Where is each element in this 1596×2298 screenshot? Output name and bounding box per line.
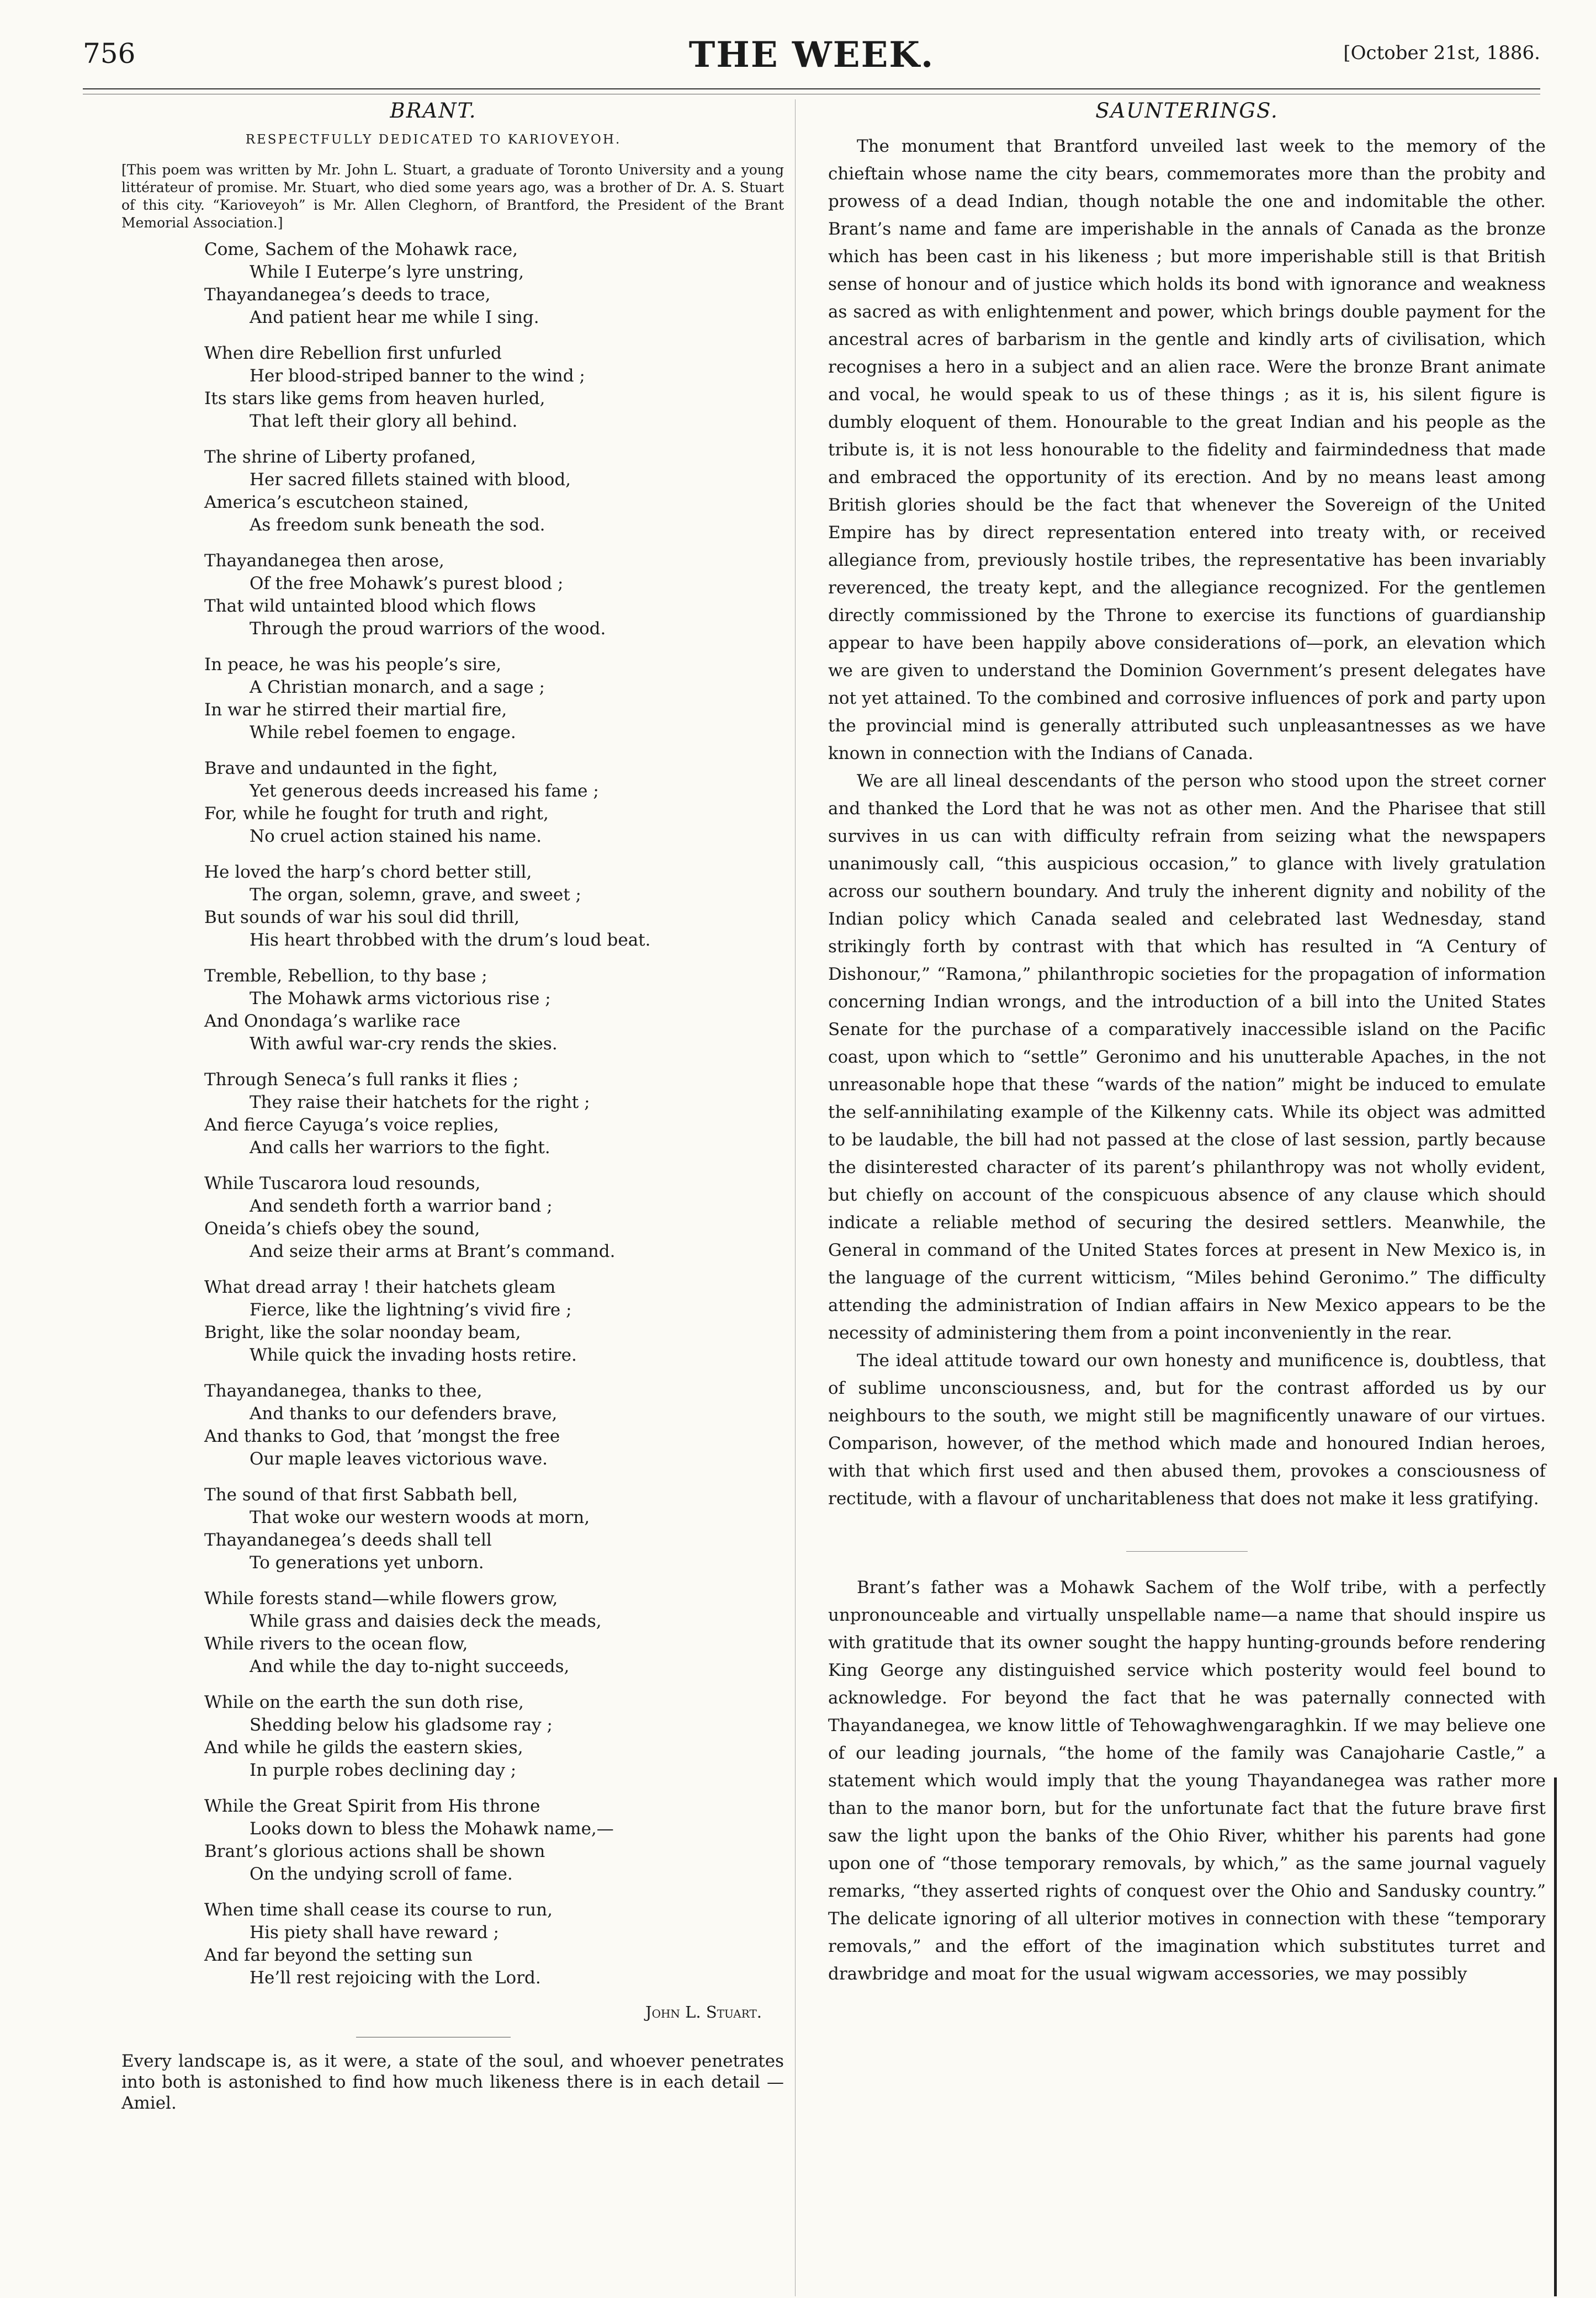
article-title: SAUNTERINGS. — [1095, 99, 1279, 123]
poem-line: The Mohawk arms victorious rise ; — [250, 989, 551, 1009]
poem-line: When time shall cease its course to run, — [204, 1900, 553, 1920]
poem-stanza — [204, 1899, 784, 1989]
poem-line: Through the proud warriors of the wood. — [250, 619, 606, 639]
poem-stanza — [204, 965, 784, 1055]
poem-stanza — [204, 1795, 784, 1886]
poem-stanza — [204, 342, 784, 433]
poem-line: Thayandanegea then arose, — [204, 551, 444, 571]
poem-line: And thanks to God, that ’mongst the free — [204, 1426, 560, 1446]
poem-line: His heart throbbed with the drum’s loud beat. — [250, 930, 651, 950]
issue-date: [October 21st, 1886. — [1343, 42, 1540, 64]
poem-line: While I Euterpe’s lyre unstring, — [250, 262, 524, 282]
poem-line: Brant’s glorious actions shall be shown — [204, 1841, 545, 1861]
poem-stanza — [204, 1588, 784, 1678]
poem-line: Its stars like gems from heaven hurled, — [204, 389, 545, 408]
poem-line: And while the day to-night succeeds, — [250, 1657, 570, 1676]
left-column — [83, 97, 784, 2114]
poem-line: Shedding below his gladsome ray ; — [250, 1715, 553, 1735]
poem-line: Of the free Mohawk’s purest blood ; — [250, 574, 564, 593]
column-divider — [795, 99, 796, 2296]
poem-line: Through Seneca’s full ranks it flies ; — [204, 1070, 519, 1090]
poem-line: A Christian monarch, and a sage ; — [250, 677, 545, 697]
poem-stanza — [204, 1380, 784, 1471]
poem-line: While the Great Spirit from His throne — [204, 1796, 540, 1816]
poem-stanza — [204, 1276, 784, 1367]
poem-line: While Tuscarora loud resounds, — [204, 1174, 481, 1193]
poem-stanza — [204, 654, 784, 744]
article-paragraph: The ideal attitude toward our own honesty and munificence is, doubtless, that of sublime unconsciousness, and, but for the contrast afforded us by our neighbours to the south, we might still be magnificently unaware of our virtues. Comparison, however, of the method which made and honoured Indian heroes, with that which first used and then abused them, provokes a consciousness of rectitude, with a flavour of uncharitableness that does not make it less gratifying. — [828, 1351, 1546, 1509]
poem-line: And far beyond the setting sun — [204, 1945, 473, 1965]
poem-stanza — [204, 446, 784, 537]
article-paragraph: We are all lineal descendants of the person who stood upon the street corner and thanked the Lord that he was not as other men. And the Pharisee that still survives in us can with difficulty refrain from seizing what the newspapers unanimously call, “this auspicious occasion,” to glance with lively gratulation across our southern boundary. And truly the inherent dignity and nobility of the Indian policy which Canada sealed and celebrated last Wednesday, stand strikingly forth by contrast with that which has resulted in “A Century of Dishonour,” “Ramona,” philanthropic societies for the propagation of information concerning Indian wrongs, and the introduction of a bill into the United States Senate for the purchase of a comparatively inaccessible island on the Pacific coast, upon which to “settle” Geronimo and his unutterable Apaches, in the not unreasonable hope that these “wards of the nation” might be induced to emulate the self-annihilating example of the Kilkenny cats. While its object was admitted to be laudable, the bill had not passed at the close of last session, partly because the disinterested character of its parent’s philanthropy was not wholly evident, but chiefly on account of the conspicuous absence of any clause which should indicate a reliable method of securing the desired settlers. Meanwhile, the General in command of the United States forces at present in New Mexico is, in the language of the current witticism, “Miles behind Geronimo.” The difficulty attending the administration of Indian affairs in New Mexico appears to be the necessity of administering them from a point inconveniently in the rear. — [828, 771, 1546, 1343]
editor-note: [This poem was written by Mr. John L. Stuart, a graduate of Toronto University and a young littérateur of promise. Mr. Stuart, who died some years ago, was a brother of Dr. A. S. Stuart of this city. “Karioveyoh” is Mr. Allen Cleghorn, of Brantford, the President of the Brant Memorial Association.] — [121, 162, 784, 231]
poem-line: In peace, he was his people’s sire, — [204, 655, 502, 675]
poem-line: And while he gilds the eastern skies, — [204, 1738, 523, 1758]
poem-stanza — [204, 861, 784, 952]
poem-line: As freedom sunk beneath the sod. — [250, 515, 545, 535]
poem-signature: John L. Stuart. — [645, 2003, 762, 2021]
poem-line: He loved the harp’s chord better still, — [204, 862, 532, 882]
poem-line: And calls her warriors to the fight. — [250, 1138, 550, 1158]
right-column — [828, 97, 1546, 1988]
header-rule — [83, 88, 1540, 89]
poem-line: Thayandanegea’s deeds shall tell — [204, 1530, 492, 1550]
poem-line: And Onondaga’s warlike race — [204, 1011, 460, 1031]
poem-line: While rivers to the ocean flow, — [204, 1634, 468, 1654]
section-break — [1126, 1519, 1248, 1552]
poem-line: Come, Sachem of the Mohawk race, — [204, 240, 518, 259]
page-header — [83, 34, 1540, 84]
poem-line: The sound of that first Sabbath bell, — [204, 1485, 518, 1505]
poem-line: That woke our western woods at morn, — [250, 1508, 590, 1527]
poem-line: But sounds of war his soul did thrill, — [204, 907, 520, 927]
poem-line: They raise their hatchets for the right ; — [250, 1092, 590, 1112]
poem-stanza — [204, 1691, 784, 1782]
margin-rule — [1554, 1777, 1557, 2296]
poem-line: Fierce, like the lightning’s vivid fire ; — [250, 1300, 572, 1320]
poem-line: While on the earth the sun doth rise, — [204, 1692, 524, 1712]
poem-line: And sendeth forth a warrior band ; — [250, 1196, 553, 1216]
poem-line: And seize their arms at Brant’s command. — [250, 1241, 616, 1261]
poem-line: Brave and undaunted in the fight, — [204, 758, 498, 778]
amiel-quote: Every landscape is, as it were, a state of the soul, and whoever penetrates into both is astonished to find how much likeness there is in each detail —Amiel. — [121, 2051, 784, 2113]
poem-stanza — [204, 238, 784, 329]
poem-line: On the undying scroll of fame. — [250, 1864, 513, 1884]
article-paragraph: Brant’s father was a Mohawk Sachem of the Wolf tribe, with a perfectly unpronounceable and virtually unspellable name—a name that should inspire us with gratitude that its owner sought the happy hunting-grounds before rendering King George any distinguished service which posterity would feel bound to acknowledge. For beyond the fact that he was paternally connected with Thayandanegea, we know little of Tehowaghwengaraghkin. If we may believe one of our leading journals, “the home of the family was Canajoharie Castle,” a statement which would imply that the young Thayandanegea was rather more than to the manor born, but for the unfortunate fact that the future brave first saw the light upon the banks of the Ohio River, whither his parents had gone upon one of “those temporary removals, by which,” as the same journal vaguely remarks, “they asserted rights of conquest over the Ohio and Sandusky country.” The delicate ignoring of all ulterior motives in connection with these “temporary removals,” and the effort of the imagination which substitutes turret and drawbridge and moat for the usual wigwam accessories, we may possibly — [828, 1578, 1546, 1984]
poem-line: Yet generous deeds increased his fame ; — [250, 781, 599, 801]
poem-line: While quick the invading hosts retire. — [250, 1345, 577, 1365]
poem-line: In war he stirred their martial fire, — [204, 700, 507, 720]
poem-stanza — [204, 1484, 784, 1574]
poem-line: And fierce Cayuga’s voice replies, — [204, 1115, 499, 1135]
poem-line: And patient hear me while I sing. — [250, 307, 539, 327]
poem-line: With awful war-cry rends the skies. — [250, 1034, 558, 1054]
poem-line: When dire Rebellion first unfurled — [204, 343, 502, 363]
paper-title: THE WEEK. — [688, 34, 935, 76]
poem-line: In purple robes declining day ; — [250, 1760, 517, 1780]
poem-line: Tremble, Rebellion, to thy base ; — [204, 966, 487, 986]
article-paragraph: The monument that Brantford unveiled last week to the memory of the chieftain whose name the city bears, commemorates more than the probity and prowess of a dead Indian, though notable the one and indomitable the other. Brant’s name and fame are imperishable in the annals of Canada as the bronze which has been cast in his likeness ; but more imperishable still is that British sense of honour and of justice which holds its bond with ignorance and weakness as sacred as with enlightenment and power, which brings double payment for the ancestral acres of barbarism in the gentle and kindly arts of civilisation, which recognises a hero in a subject and an alien race. Were the bronze Brant animate and vocal, he would speak to us of these things ; as it is, his silent figure is dumbly eloquent of them. Honourable to the great Indian and his people as the tribute is, it is not less honourable to the fidelity and fairmindedness that made and embraced the opportunity of its erection. And by no means least among British glories should be the fact that whenever the Sovereign of the United Empire has by direct representation entered into treaty with, or received allegiance from, previously hostile tribes, the representative has been invariably reverenced, the treaty kept, and the allegiance recognized. For the gentlemen directly commissioned by the Throne to exercise its functions of guardianship appear to have been happily above considerations of—pork, an elevation which we are given to understand the Dominion Government’s present delegates have not yet attained. To the combined and corrosive influences of pork and party upon the provincial mind is generally attributed such unpleasantnesses as we have known in connection with the Indians of Canada. — [828, 136, 1546, 763]
poem-line: While forests stand—while flowers grow, — [204, 1589, 558, 1609]
poem-stanza — [204, 757, 784, 848]
poem-line: Our maple leaves victorious wave. — [250, 1449, 548, 1469]
poem-line: To generations yet unborn. — [250, 1553, 484, 1573]
poem-stanza — [204, 550, 784, 640]
poem-line: For, while he fought for truth and right, — [204, 804, 549, 824]
poem-line: No cruel action stained his name. — [250, 826, 542, 846]
poem-line: The shrine of Liberty profaned, — [204, 447, 476, 467]
poem-line: The organ, solemn, grave, and sweet ; — [250, 885, 581, 905]
poem-line: Thayandanegea, thanks to thee, — [204, 1381, 482, 1401]
dedication: RESPECTFULLY DEDICATED TO KARIOVEYOH. — [245, 132, 622, 147]
poem-line: America’s escutcheon stained, — [204, 492, 469, 512]
poem-title: BRANT. — [390, 99, 477, 123]
poem-line: While rebel foemen to engage. — [250, 723, 516, 742]
poem-stanza — [204, 1069, 784, 1159]
poem-line: That left their glory all behind. — [250, 411, 518, 431]
poem-line: Her sacred fillets stained with blood, — [250, 470, 571, 490]
poem-line: While grass and daisies deck the meads, — [250, 1611, 602, 1631]
page-number: 756 — [83, 38, 136, 70]
poem-stanza — [204, 1172, 784, 1263]
poem-line: He’ll rest rejoicing with the Lord. — [250, 1968, 541, 1988]
poem-line: What dread array ! their hatchets gleam — [204, 1277, 556, 1297]
poem-body — [83, 238, 784, 1989]
poem-line: Her blood-striped banner to the wind ; — [250, 366, 585, 386]
poem-line: His piety shall have reward ; — [250, 1923, 499, 1943]
poem-line: That wild untainted blood which flows — [204, 596, 536, 616]
poem-line: Looks down to bless the Mohawk name,— — [250, 1819, 614, 1839]
poem-line: Thayandanegea’s deeds to trace, — [204, 285, 491, 305]
poem-line: Bright, like the solar noonday beam, — [204, 1323, 521, 1342]
poem-line: Oneida’s chiefs obey the sound, — [204, 1219, 480, 1239]
poem-line: And thanks to our defenders brave, — [250, 1404, 558, 1424]
